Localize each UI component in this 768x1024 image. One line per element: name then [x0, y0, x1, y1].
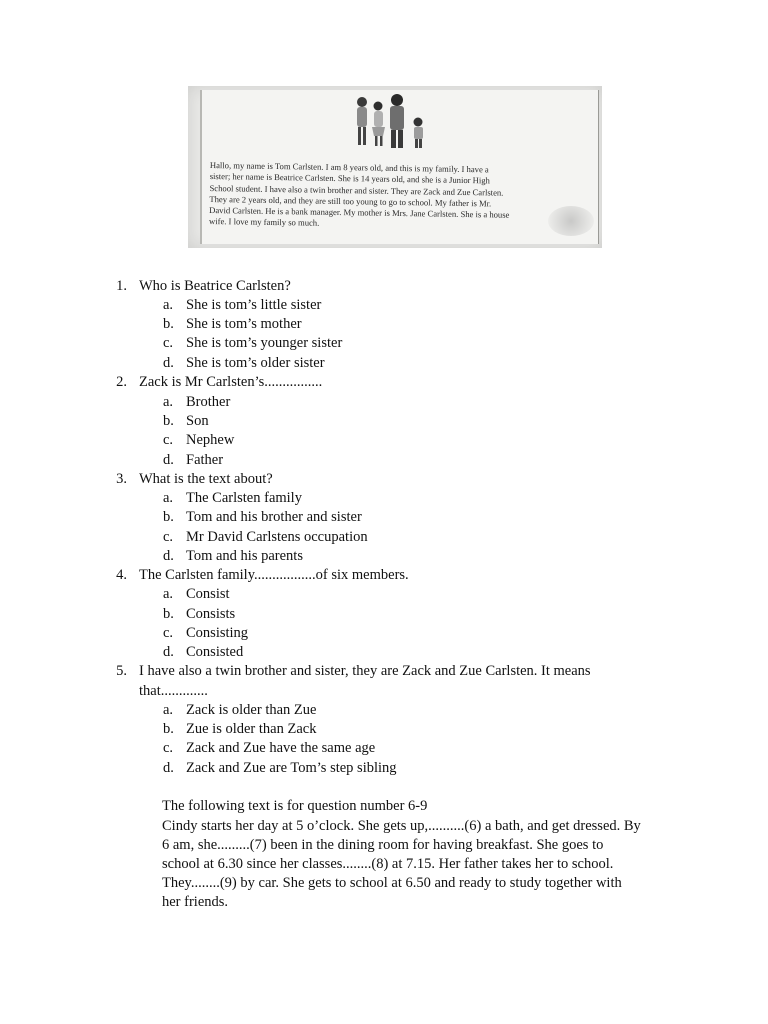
- passage-line: sister; her name is Beatrice Carlsten. She is 14 years old, and she is a Junior High: [209, 171, 490, 186]
- question-text: Zack is Mr Carlsten’s................: [139, 374, 323, 390]
- question-number: 2.: [116, 374, 127, 390]
- passage-line: School student. I have also a twin brother and sister. They are Zack and Zue Carlsten.: [209, 182, 504, 198]
- passage-line: Hallo, my name is Tom Carlsten. I am 8 years old, and this is my family. I have a: [209, 160, 489, 175]
- passage-line: They are 2 years old, and they are still too young to go to school. My father is Mr.: [209, 193, 492, 209]
- question-text: I have also a twin brother and sister, they are Zack and Zue Carlsten. It means: [139, 663, 591, 679]
- question-number: 4.: [116, 567, 127, 583]
- section-line: Cindy starts her day at 5 o’clock. She gets up,..........(6) a bath, and get dressed. By: [162, 818, 641, 834]
- reading-passage-text: [209, 160, 588, 234]
- family-illustration-icon: [348, 92, 438, 154]
- question-number: 3.: [116, 471, 127, 487]
- question-number: 1.: [116, 278, 127, 294]
- passage-line: David Carlsten. He is a bank manager. My mother is Mrs. Jane Carlsten. She is a house: [209, 205, 510, 220]
- question-number: 5.: [116, 663, 127, 679]
- section-line: They........(9) by car. She gets to school at 6.50 and ready to study together with: [162, 875, 622, 891]
- section-heading: The following text is for question number 6-9: [162, 798, 428, 814]
- photo-shadow: [548, 206, 594, 236]
- question-text: Who is Beatrice Carlsten?: [139, 278, 291, 294]
- section-line: school at 6.30 since her classes........(8) at 7.15. Her father takes her to school.: [162, 856, 614, 872]
- section-line: 6 am, she.........(7) been in the dining room for having breakfast. She goes to: [162, 837, 604, 853]
- passage-line: wife. I love my family so much.: [208, 216, 320, 229]
- question-text: The Carlsten family.................of six members.: [139, 567, 409, 583]
- question-text-continued: that.............: [139, 683, 208, 699]
- question-text: What is the text about?: [139, 471, 273, 487]
- reading-passage-photo: [188, 86, 602, 248]
- section-line: her friends.: [162, 894, 229, 910]
